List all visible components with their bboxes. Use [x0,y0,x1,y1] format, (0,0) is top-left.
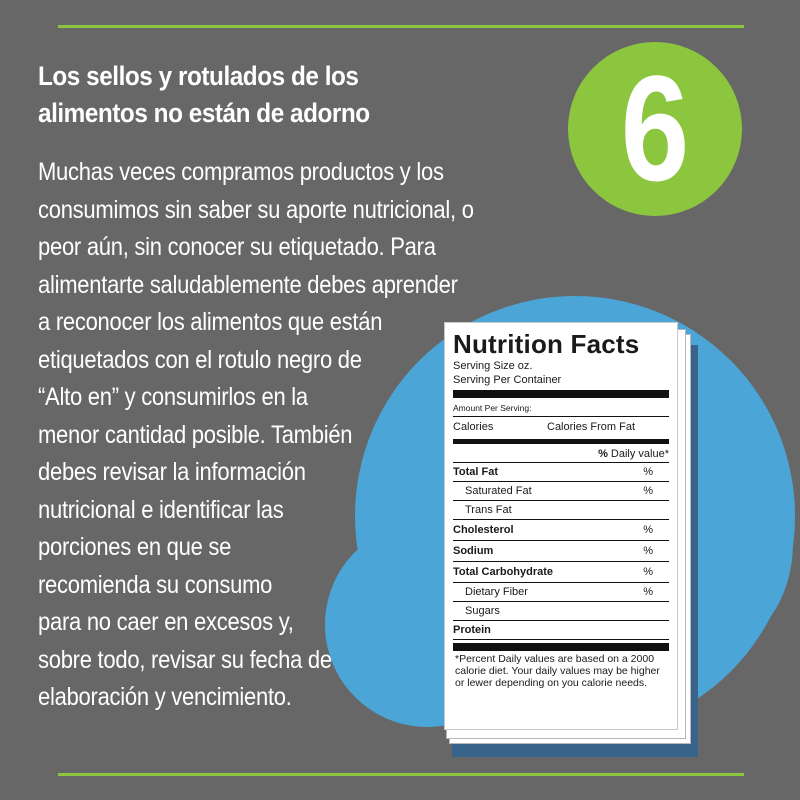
body-line: sobre todo, revisar su fecha de [38,645,332,674]
nutrient-label: Dietary Fiber [465,586,528,598]
body-line: debes revisar la información [38,458,306,486]
body-line: elaboración y vencimiento. [38,683,292,711]
daily-value-header [453,446,669,463]
calories-from-fat-label: Calories From Fat [547,421,636,433]
nutrient-percent: % [643,524,653,536]
nutrient-label: Total Carbohydrate [453,566,554,578]
nutrient-percent: % [643,485,653,497]
divider-bar [453,439,669,444]
nutrient-label: Sodium [453,545,494,557]
nutrient-row-total-fat [453,463,669,482]
nutrient-label: Protein [453,624,491,636]
body-line: peor aún, sin conocer su etiquetado. Para [38,233,436,261]
nutrient-percent: % [643,545,653,557]
nutrient-row-saturated-fat [453,482,669,501]
top-divider [58,25,744,28]
nutrition-facts-label [444,322,678,730]
nutrient-percent: % [643,566,653,578]
body-line: etiquetados con el rotulo negro de [38,345,362,374]
nutrient-percent: % [643,586,653,598]
body-line: alimentarte saludablemente debes aprender [38,270,458,299]
body-line: “Alto en” y consumirlos en la [38,383,308,411]
nutrient-row-sugars [453,602,669,621]
nutrient-label: Trans Fat [465,504,512,516]
nutrient-percent: % [643,466,653,478]
nutrient-label: Sugars [465,605,500,617]
body-line: nutricional e identificar las [38,495,284,524]
servings-per-container: Serving Per Container [453,374,562,386]
body-line: para no caer en excesos y, [38,608,294,636]
divider-bar [453,643,669,651]
amount-per-serving: Amount Per Serving: [453,400,669,417]
calories-label: Calories [453,421,494,433]
step-number-badge [568,42,742,216]
serving-size: Serving Size oz. [453,360,533,372]
body-line: consumimos sin saber su aporte nutricional, o [38,195,474,224]
nutrient-row-dietary-fiber [453,583,669,602]
nutrition-footnote: *Percent Daily values are based on a 2000 calorie diet. Your daily values may be higher or lewer depending on you calorie needs. [455,653,660,689]
page-title [38,58,506,132]
nutrient-row-cholesterol [453,520,669,541]
calories-row [453,417,669,437]
title-line-2: alimentos no están de adorno [38,98,370,128]
nutrient-label: Cholesterol [453,524,514,536]
step-number: 6 [620,44,690,212]
title-line-1: Los sellos y rotulados de los [38,61,359,91]
body-line: menor cantidad posible. También [38,420,353,449]
body-line: a reconocer los alimentos que están [38,308,383,336]
daily-value-percent: % [598,448,608,460]
body-line: Muchas veces compramos productos y los [38,158,444,186]
bottom-divider [58,773,744,776]
daily-value-label: Daily value* [610,448,669,460]
divider-bar [453,390,669,398]
nutrient-row-sodium [453,541,669,562]
body-line: porciones en que se [38,533,232,561]
nutrient-label: Total Fat [453,466,499,478]
nutrient-row-trans-fat [453,501,669,520]
body-line: recomienda su consumo [38,570,273,599]
nutrient-label: Saturated Fat [465,485,532,497]
nutrition-facts-heading: Nutrition Facts [453,329,640,359]
nutrient-row-protein [453,621,669,640]
nutrient-row-total-carbohydrate [453,562,669,583]
